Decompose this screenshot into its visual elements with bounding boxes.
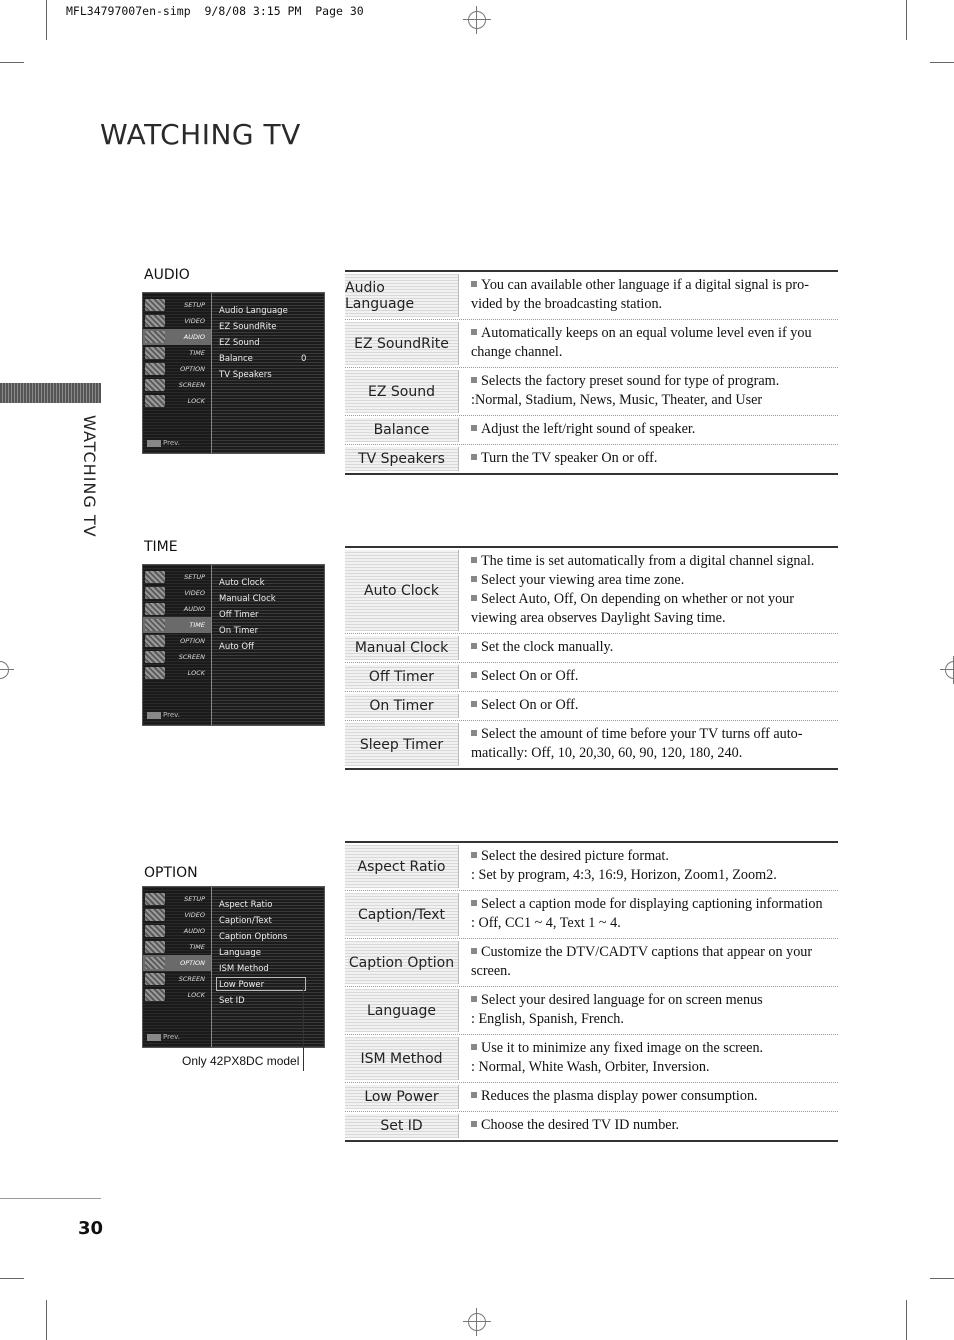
menu-category-video: VIDEO	[143, 907, 211, 923]
row-label: Manual Clock	[345, 636, 459, 660]
table-row	[345, 548, 838, 634]
crop-mark	[930, 1278, 954, 1279]
row-label: Audio Language	[345, 274, 459, 317]
setup-icon	[145, 571, 165, 583]
crop-mark	[906, 0, 907, 40]
video-icon	[145, 909, 165, 921]
video-icon	[145, 315, 165, 327]
prev-label: Prev.	[163, 711, 180, 719]
table-row	[345, 843, 838, 891]
table-row	[345, 272, 838, 320]
bullet-icon	[471, 576, 477, 582]
prev-hint	[147, 711, 180, 719]
menu-item: On Timer	[219, 626, 259, 636]
time-icon	[145, 619, 165, 631]
bullet-icon	[471, 1121, 477, 1127]
setup-icon	[145, 299, 165, 311]
menu-category-setup: SETUP	[143, 297, 211, 313]
row-label: Caption Option	[345, 941, 459, 984]
menu-item: EZ SoundRite	[219, 322, 277, 332]
screen-icon	[145, 379, 165, 391]
lock-icon	[145, 395, 165, 407]
menu-item: Low Power	[219, 980, 265, 990]
menu-item: Caption Options	[219, 932, 288, 942]
menu-category-video: VIDEO	[143, 313, 211, 329]
bullet-icon	[471, 281, 477, 287]
row-description: Select a caption mode for displaying captioning information : Off, CC1 ~ 4, Text 1 ~ 4.	[471, 896, 823, 931]
table-row	[345, 634, 838, 663]
table-row	[345, 320, 838, 368]
menu-key-icon	[147, 1034, 161, 1041]
menu-category-lock: LOCK	[143, 987, 211, 1003]
menu-category-video: VIDEO	[143, 585, 211, 601]
menu-category-time: TIME	[143, 617, 211, 633]
menu-category-screen: SCREEN	[143, 377, 211, 393]
time-icon	[145, 347, 165, 359]
row-description: Turn the TV speaker On or off.	[463, 445, 838, 473]
row-description: Choose the desired TV ID number.	[463, 1112, 838, 1140]
row-description: Select the desired picture format. : Set by program, 4:3, 16:9, Horizon, Zoom1, Zoom2.	[471, 848, 777, 883]
table-row	[345, 891, 838, 939]
crop-mark	[0, 62, 24, 63]
registration-mark-icon	[463, 6, 491, 34]
row-description: Adjust the left/right sound of speaker.	[463, 416, 838, 444]
menu-item: Off Timer	[219, 610, 259, 620]
row-label: TV Speakers	[345, 447, 459, 471]
row-label: Language	[345, 989, 459, 1032]
section-label-audio: AUDIO	[144, 267, 190, 283]
menu-category-option: OPTION	[143, 361, 211, 377]
row-description: Customize the DTV/CADTV captions that appear on your screen.	[471, 944, 813, 979]
row-description: Selects the factory preset sound for type of program. :Normal, Stadium, News, Music, Theater, and User	[471, 373, 780, 408]
prev-hint	[147, 439, 180, 447]
bullet-icon	[471, 377, 477, 383]
row-label: Aspect Ratio	[345, 845, 459, 888]
screen-icon	[145, 973, 165, 985]
row-label: EZ SoundRite	[345, 322, 459, 365]
balance-value: 0	[301, 354, 307, 364]
menu-category-lock: LOCK	[143, 393, 211, 409]
page-title: WATCHING TV	[100, 118, 301, 151]
option-table	[345, 841, 838, 1142]
time-table	[345, 546, 838, 770]
menu-category-audio: AUDIO	[143, 601, 211, 617]
menu-key-icon	[147, 440, 161, 447]
bullet-icon	[471, 730, 477, 736]
registration-mark-icon	[940, 656, 954, 684]
setup-icon	[145, 893, 165, 905]
row-label: Auto Clock	[345, 550, 459, 631]
bullet-icon	[471, 1092, 477, 1098]
menu-item: Language	[219, 948, 261, 958]
row-description: Use it to minimize any fixed image on the screen. : Normal, White Wash, Orbiter, Inversion.	[471, 1040, 764, 1075]
audio-table	[345, 270, 838, 475]
menu-category-time: TIME	[143, 345, 211, 361]
menu-key-icon	[147, 712, 161, 719]
registration-mark-icon	[463, 1308, 491, 1336]
menu-item: Auto Off	[219, 642, 254, 652]
menu-item: Caption/Text	[219, 916, 272, 926]
bullet-icon	[471, 425, 477, 431]
row-label: Caption/Text	[345, 893, 459, 936]
row-label: Sleep Timer	[345, 723, 459, 766]
time-icon	[145, 941, 165, 953]
table-row	[345, 445, 838, 473]
bullet-icon	[471, 900, 477, 906]
row-label: Low Power	[345, 1085, 459, 1109]
row-description: Set the clock manually.	[463, 634, 838, 662]
row-description: Select the amount of time before your TV turns off auto- matically: Off, 10, 20,30, 60, 90, 120, 180, 240.	[471, 726, 803, 761]
prev-label: Prev.	[163, 439, 180, 447]
table-row	[345, 987, 838, 1035]
row-label: Set ID	[345, 1114, 459, 1138]
table-row	[345, 663, 838, 692]
row-label: EZ Sound	[345, 370, 459, 413]
table-row	[345, 939, 838, 987]
crop-mark	[46, 0, 47, 40]
table-row	[345, 1035, 838, 1083]
screen-icon	[145, 651, 165, 663]
audio-icon	[145, 925, 165, 937]
section-label-time: TIME	[144, 539, 178, 555]
menu-category-screen: SCREEN	[143, 971, 211, 987]
registration-mark-icon	[0, 656, 14, 684]
row-description: Select On or Off.	[463, 663, 838, 691]
row-label: On Timer	[345, 694, 459, 718]
menu-item: Aspect Ratio	[219, 900, 273, 910]
menu-category-lock: LOCK	[143, 665, 211, 681]
menu-category-option: OPTION	[143, 955, 211, 971]
table-row	[345, 416, 838, 445]
page-number: 30	[78, 1218, 104, 1239]
bullet-icon	[471, 1044, 477, 1050]
row-description: Select On or Off.	[463, 692, 838, 720]
bullet-icon	[471, 852, 477, 858]
audio-menu-screenshot	[142, 292, 325, 454]
option-menu-screenshot	[142, 886, 325, 1048]
bullet-icon	[471, 643, 477, 649]
option-icon	[145, 363, 165, 375]
section-label-option: OPTION	[144, 865, 198, 881]
bullet-icon	[471, 948, 477, 954]
table-row	[345, 1112, 838, 1140]
menu-category-screen: SCREEN	[143, 649, 211, 665]
menu-category-audio: AUDIO	[143, 329, 211, 345]
row-label: Off Timer	[345, 665, 459, 689]
menu-category-setup: SETUP	[143, 569, 211, 585]
menu-category-setup: SETUP	[143, 891, 211, 907]
option-icon	[145, 957, 165, 969]
row-description: The time is set automatically from a digital channel signal. Select your viewing area time zone. Select Auto, Off, On depending on whether or not your viewing area observes Daylight Saving time.	[471, 553, 815, 626]
table-row	[345, 692, 838, 721]
audio-icon	[145, 603, 165, 615]
row-description: Automatically keeps on an equal volume level even if you change channel.	[471, 325, 812, 360]
menu-item: Manual Clock	[219, 594, 276, 604]
bullet-icon	[471, 701, 477, 707]
model-note: Only 42PX8DC model	[182, 1054, 300, 1068]
bullet-icon	[471, 557, 477, 563]
menu-item: Set ID	[219, 996, 245, 1006]
crop-mark	[0, 1278, 24, 1279]
row-description: You can available other language if a digital signal is pro- vided by the broadcasting station.	[471, 277, 809, 312]
menu-item: Balance 0	[219, 354, 307, 364]
menu-category-time: TIME	[143, 939, 211, 955]
table-row	[345, 368, 838, 416]
menu-category-option: OPTION	[143, 633, 211, 649]
bullet-icon	[471, 595, 477, 601]
row-label: Balance	[345, 418, 459, 442]
row-description: Reduces the plasma display power consumption.	[463, 1083, 838, 1111]
row-label: ISM Method	[345, 1037, 459, 1080]
menu-item: Auto Clock	[219, 578, 265, 588]
lock-icon	[145, 989, 165, 1001]
option-icon	[145, 635, 165, 647]
row-description: Select your desired language for on screen menus : English, Spanish, French.	[471, 992, 763, 1027]
crop-mark	[930, 62, 954, 63]
table-row	[345, 721, 838, 768]
footer-rule	[0, 1198, 101, 1199]
bullet-icon	[471, 454, 477, 460]
note-leader-line	[303, 985, 304, 1071]
bullet-icon	[471, 329, 477, 335]
prev-hint	[147, 1033, 180, 1041]
print-header: MFL34797007en-simp 9/8/08 3:15 PM Page 30	[66, 4, 364, 18]
table-row	[345, 1083, 838, 1112]
side-tab-bar	[0, 383, 101, 403]
side-tab-label: WATCHING TV	[80, 415, 99, 538]
prev-label: Prev.	[163, 1033, 180, 1041]
bullet-icon	[471, 672, 477, 678]
menu-item: EZ Sound	[219, 338, 260, 348]
crop-mark	[906, 1300, 907, 1340]
bullet-icon	[471, 996, 477, 1002]
video-icon	[145, 587, 165, 599]
audio-icon	[145, 331, 165, 343]
time-menu-screenshot	[142, 564, 325, 726]
crop-mark	[46, 1300, 47, 1340]
menu-item: ISM Method	[219, 964, 269, 974]
lock-icon	[145, 667, 165, 679]
menu-item: Audio Language	[219, 306, 288, 316]
menu-category-audio: AUDIO	[143, 923, 211, 939]
menu-item: TV Speakers	[219, 370, 272, 380]
